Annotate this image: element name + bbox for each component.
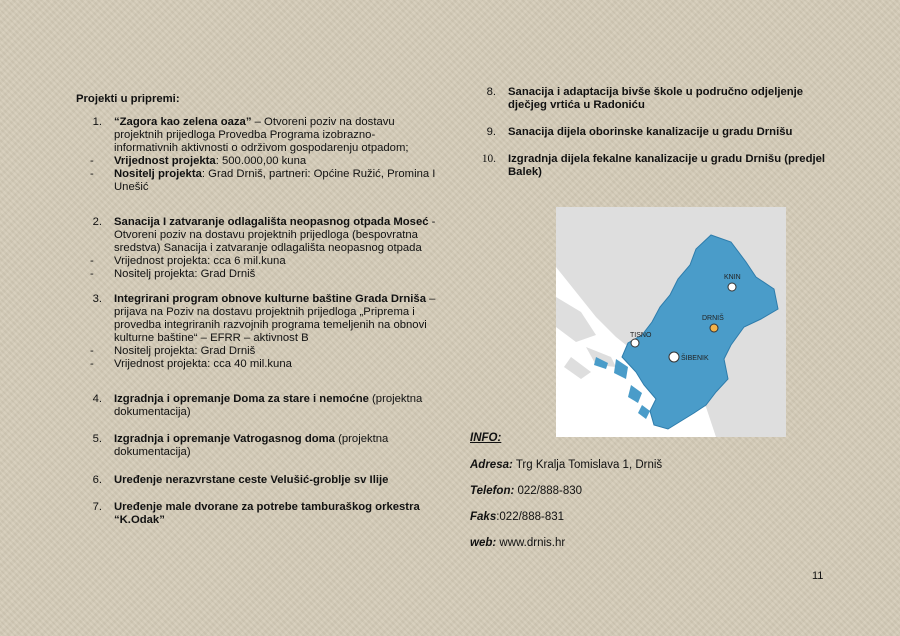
project-number: 7. <box>92 501 102 513</box>
project-number: 2. <box>92 216 102 228</box>
project-6 <box>76 474 436 487</box>
project-number: 1. <box>92 116 102 128</box>
drnis-marker <box>710 324 718 332</box>
address-value: Trg Kralja Tomislava 1, Drniš <box>512 459 663 471</box>
tisno-label: TISNO <box>630 332 652 339</box>
project-title: Izgradnja i opremanje Vatrogasnog doma <box>114 433 335 445</box>
project-number: 5. <box>92 433 102 445</box>
project-description: – Otvoreni poziv na dostavu projektnih prijedloga Provedba Programa izobrazno-informativnih aktivnosti o održivom gospodarenju otpadom; <box>114 116 409 154</box>
knin-marker <box>728 283 736 291</box>
project-description: - Otvoreni poziv na dostavu projektnih prijedloga (bespovratna sredstva) Sanacija i zatvaranje odlagališta neopasnog otpada <box>114 216 436 254</box>
project-1: 1. “Zagora kao zelena oaza” – Otvoreni poziv na dostavu projektnih prijedloga Provedba Programa izobrazno-informativnih aktivnosti o održivom gospodarenju otpadom; - Vrijednost projekta: 500.000,00 kuna - Nositelj projekta: Grad Drniš, partneri: Općine Ružić, Promina I Unešić <box>76 116 436 194</box>
project-title: Izgradnja i opremanje Doma za stare i nemoćne <box>114 393 369 405</box>
project-title: Izgradnja dijela fekalne kanalizacije u gradu Drnišu (predjel Balek) <box>508 153 826 178</box>
sibenik-marker <box>669 352 679 362</box>
info-block <box>470 432 830 550</box>
fax-value: :022/888-831 <box>496 511 565 523</box>
project-title: Uređenje male dvorane za potrebe tamburaškog orkestra “K.Odak” <box>114 501 420 526</box>
project-8 <box>470 86 830 112</box>
project-9 <box>470 126 830 139</box>
project-description: (projektna dokumentacija) <box>114 433 389 458</box>
project-holder: Nositelj projekta: Grad Drniš <box>114 268 256 280</box>
project-value: Vrijednost projekta: cca 40 mil.kuna <box>114 358 292 370</box>
project-holder: : Grad Drniš, partneri: Općine Ružić, Promina I Unešić <box>114 168 436 193</box>
web-label: web: <box>470 537 497 549</box>
project-holder-label: Nositelj projekta <box>114 168 202 180</box>
region-map <box>556 207 786 437</box>
project-5 <box>76 433 436 459</box>
project-3: 3. Integrirani program obnove kulturne baštine Grada Drniša – prijava na Poziv na dostavu projektnih prijedloga „Priprema i provedba integriranih razvojnih programa temeljenih na obnovi kulturne baštine“ – EFRR – aktivnost B - Nositelj projekta: Grad Drniš - Vrijednost projekta: cca 40 mil.kuna <box>76 293 436 371</box>
left-column <box>76 93 436 527</box>
page-number: 11 <box>812 570 824 582</box>
sibenik-label: ŠIBENIK <box>681 355 709 362</box>
project-title: Sanacija I zatvaranje odlagališta neopasnog otpada Moseć <box>114 216 429 228</box>
project-description: – prijava na Poziv na dostavu projektnih prijedloga „Priprema i provedba integriranih razvojnih programa temeljenih na obnovi kulturne baštine“ – EFRR – aktivnost B <box>114 293 436 344</box>
project-title: Uređenje nerazvrstane ceste Velušić-groblje sv Ilije <box>114 474 389 486</box>
web-link[interactable]: www.drnis.hr <box>496 537 566 549</box>
drnis-label: DRNIŠ <box>702 315 724 322</box>
tisno-marker <box>631 339 639 347</box>
right-column <box>470 86 830 179</box>
section-heading: Projekti u pripremi: <box>76 93 180 105</box>
info-title: INFO: <box>470 432 502 444</box>
project-number: 4. <box>92 393 102 405</box>
project-holder: Nositelj projekta: Grad Drniš <box>114 345 256 357</box>
project-value: Vrijednost projekta: cca 6 mil.kuna <box>114 255 286 267</box>
info-web <box>470 537 830 550</box>
project-number: 6. <box>92 474 102 486</box>
project-title: Sanacija dijela oborinske kanalizacije u gradu Drnišu <box>508 126 793 138</box>
map-graphic <box>556 207 786 437</box>
fax-label: Faks <box>470 511 497 523</box>
project-value-label: Vrijednost projekta <box>114 155 216 167</box>
info-phone <box>470 485 830 498</box>
info-address <box>470 459 830 472</box>
project-4 <box>76 393 436 419</box>
project-7 <box>76 501 436 527</box>
project-value: : 500.000,00 kuna <box>215 155 307 167</box>
phone-value: 022/888-830 <box>514 485 583 497</box>
project-title: “Zagora kao zelena oaza” <box>114 116 252 128</box>
project-title: Integrirani program obnove kulturne baštine Grada Drniša <box>114 293 426 305</box>
project-number: 3. <box>92 293 102 305</box>
address-label: Adresa: <box>470 459 513 471</box>
project-title: Sanacija i adaptacija bivše škole u područno odjeljenje dječjeg vrtića u Radoniću <box>508 86 804 111</box>
info-fax <box>470 511 830 524</box>
project-number: 9. <box>486 126 496 138</box>
project-number: 8. <box>486 86 496 98</box>
project-10 <box>470 153 830 179</box>
project-description: (projektna dokumentacija) <box>114 393 423 418</box>
knin-label: KNIN <box>724 274 741 281</box>
phone-label: Telefon: <box>470 485 515 497</box>
project-number: 10. <box>481 153 496 165</box>
project-2: 2. Sanacija I zatvaranje odlagališta neopasnog otpada Moseć - Otvoreni poziv na dostavu projektnih prijedloga (bespovratna sredstva) Sanacija i zatvaranje odlagališta neopasnog otpada - Vrijednost projekta: cca 6 mil.kuna - Nositelj projekta: Grad Drniš <box>76 216 436 281</box>
